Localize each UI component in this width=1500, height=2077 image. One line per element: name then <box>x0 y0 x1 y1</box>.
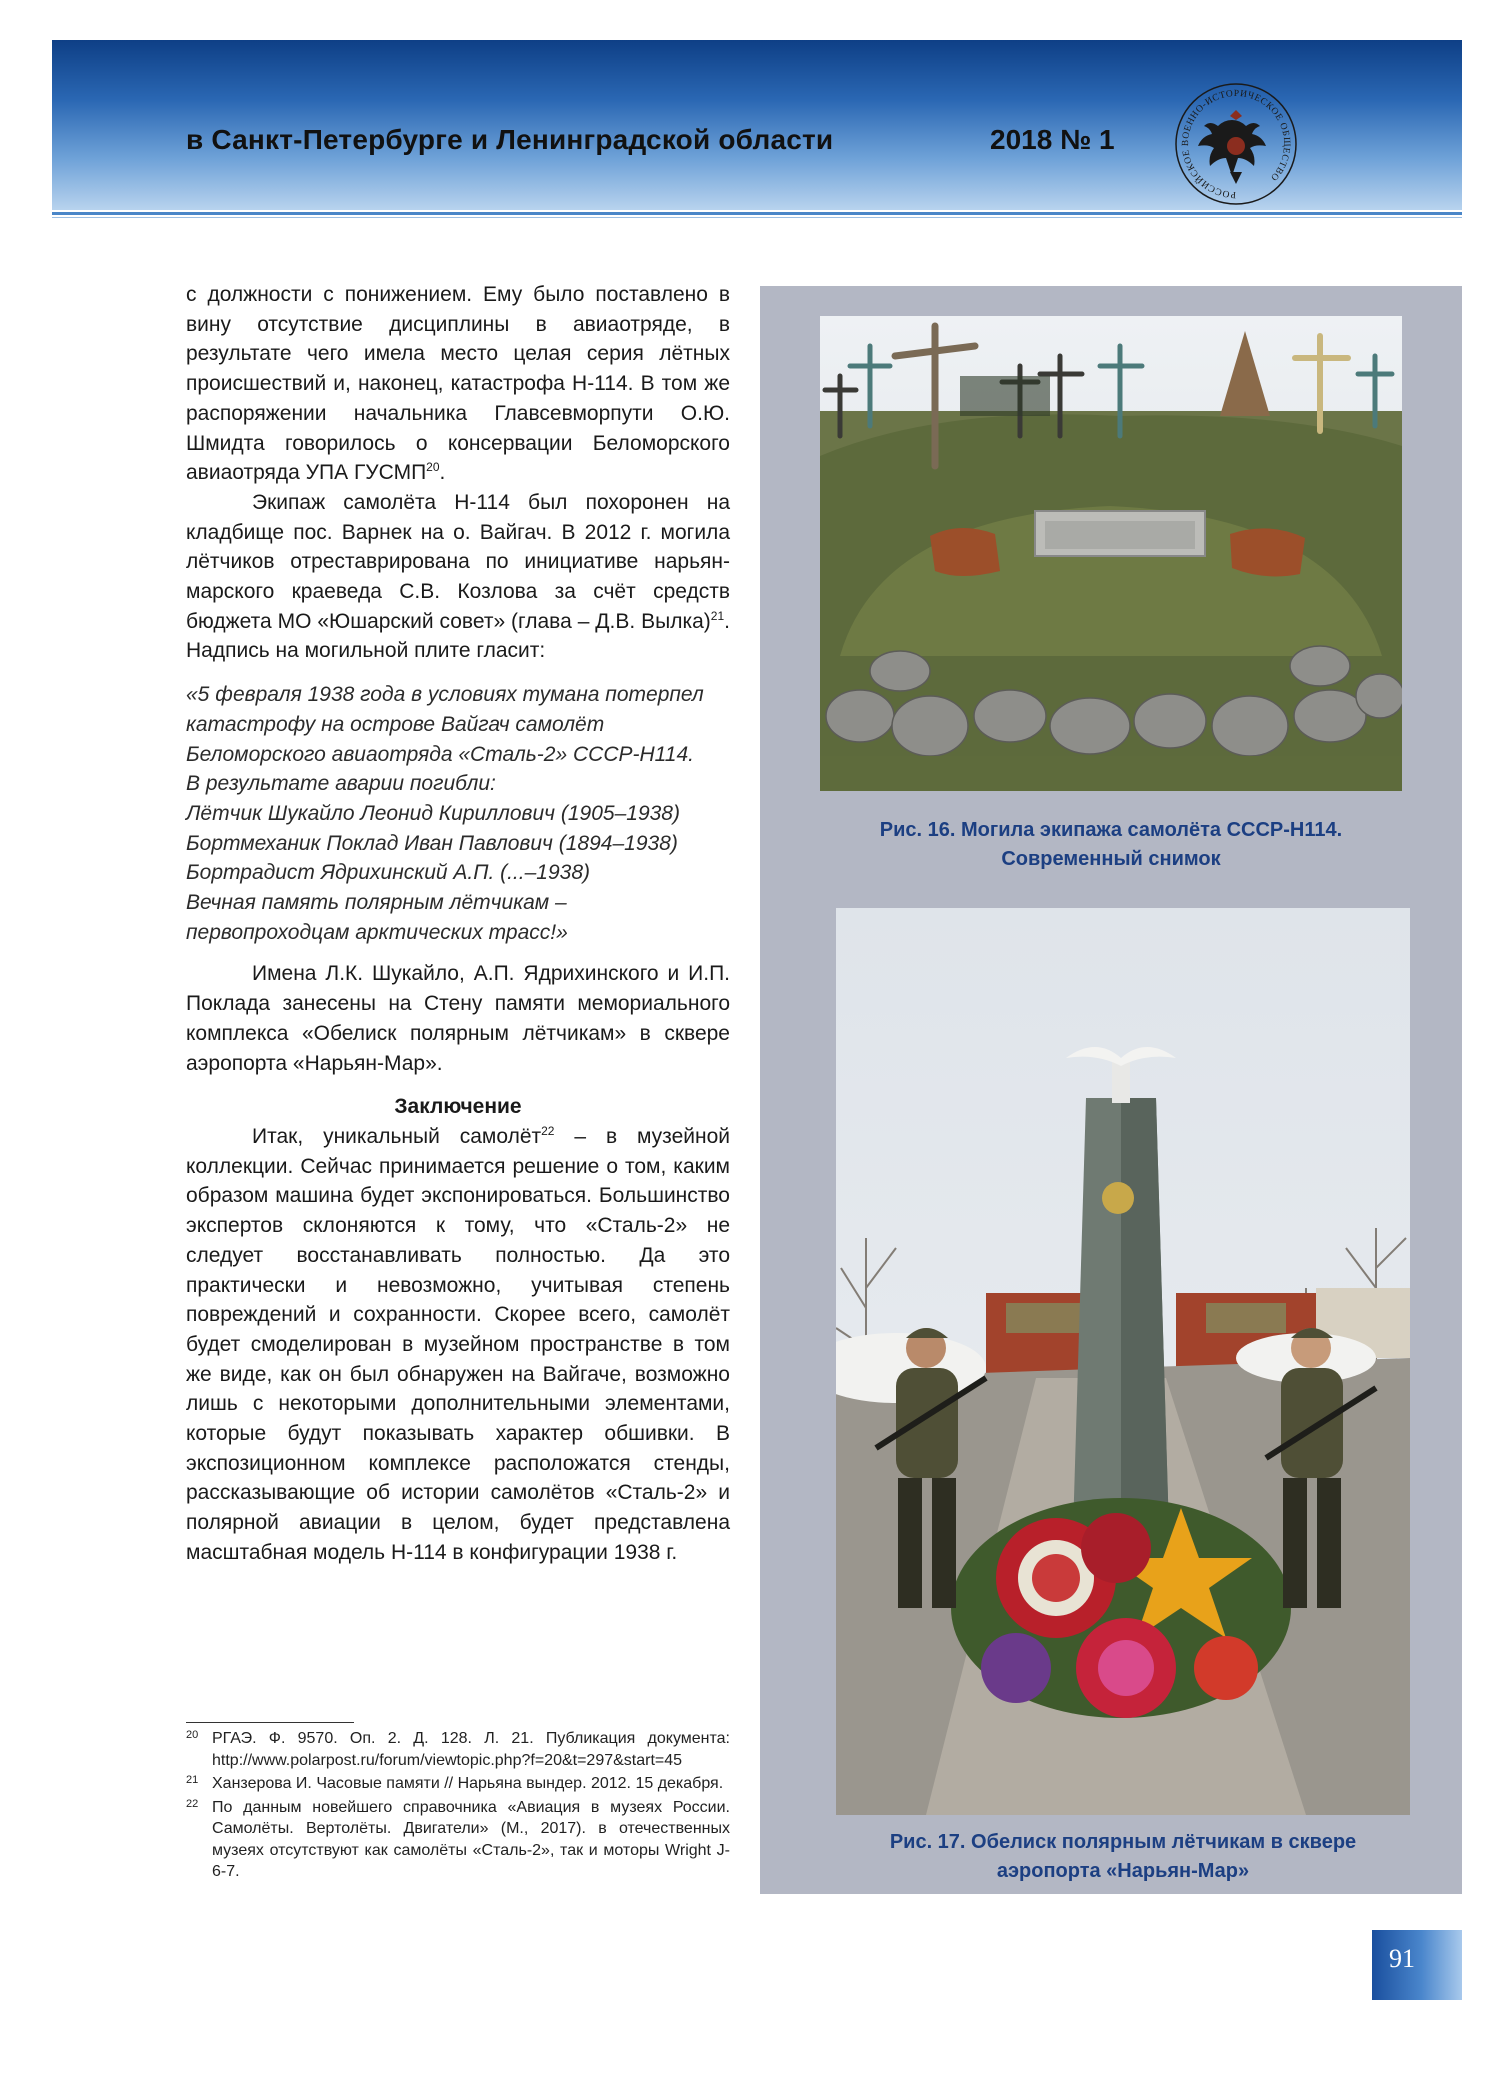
footnote-number: 21 <box>186 1774 199 1786</box>
journal-title: в Санкт-Петербурге и Ленинградской области <box>186 124 834 155</box>
footnote-number: 20 <box>186 1729 199 1741</box>
footnotes <box>186 1728 730 1885</box>
footnote-rule <box>186 1722 354 1723</box>
footnote-ref: 20 <box>426 460 440 475</box>
emblem-text: РОССИЙСКОЕ ВОЕННО-ИСТОРИЧЕСКОЕ ОБЩЕСТВО <box>1180 88 1292 200</box>
figure-caption <box>820 816 1402 874</box>
footnote-ref: 22 <box>541 1123 555 1138</box>
footnote <box>186 1773 730 1795</box>
footnote <box>186 1728 730 1771</box>
footnote-text: Ханзерова И. Часовые памяти // Нарьяна вындер. 2012. 15 декабря. <box>212 1775 724 1792</box>
epitaph-quote <box>186 680 730 947</box>
issue-number: 2018 № 1 <box>990 124 1115 155</box>
article-body <box>186 280 730 1568</box>
footnote-number: 22 <box>186 1797 199 1810</box>
caption-line: Рис. 16. Могила экипажа самолёта СССР-Н114. <box>879 819 1343 841</box>
quote-line: Бортмеханик Поклад Иван Павлович (1894–1938) <box>186 831 678 855</box>
paragraph: Имена Л.К. Шукайло, А.П. Ядрихинского и И.П. Поклада занесены на Стену памяти мемориального комплекса «Обелиск полярным лётчикам» в сквере аэропорта «Нарьян-Мар». <box>186 962 730 1075</box>
page-number: 91 <box>1389 1944 1415 1973</box>
caption-line: Рис. 17. Обелиск полярным лётчикам в сквере <box>889 1831 1357 1853</box>
footnote-text: РГАЭ. Ф. 9570. Оп. 2. Д. 128. Л. 21. Публикация документа: http://www.polarpost.ru/forum/viewtopic.php?f=20&t=297&start=45 <box>212 1730 730 1769</box>
header-rule <box>52 212 1462 215</box>
header-rule-thin <box>52 217 1462 218</box>
caption-line: Современный снимок <box>1001 848 1221 870</box>
obelisk-photo <box>836 908 1410 1815</box>
section-heading: Заключение <box>394 1095 522 1119</box>
quote-line: «5 февраля 1938 года в условиях тумана потерпел катастрофу на острове Вайгач самолёт Беломорского авиаотряда «Сталь-2» СССР-Н114. <box>186 683 704 766</box>
footnote <box>186 1797 730 1883</box>
society-emblem-icon <box>1166 80 1306 208</box>
quote-line: В результате аварии погибли: <box>186 772 496 796</box>
quote-line: Лётчик Шукайло Леонид Кириллович (1905–1938) <box>186 801 680 825</box>
paragraph: с должности с понижением. Ему было поставлено в вину отсутствие дисциплины в авиаотряде, в результате чего имела место целая серия лётных происшествий и, наконец, катастрофа Н-114. В том же распоряжении начальника Главсевморпути О.Ю. Шмидта говорилось о консервации Беломорского авиаотряда УПА ГУСМП$^{20}$. <box>186 283 730 485</box>
paragraph: Экипаж самолёта Н-114 был похоронен на кладбище пос. Варнек на о. Вайгач. В 2012 г. могила лётчиков отреставрирована по инициативе нарьян-марского краеведа С.В. Козлова за счёт средств бюджета МО «Юшарский совет» (глава – Д.В. Вылка)$^{21}$. Надпись на могильной плите гласит: <box>186 490 730 663</box>
quote-line: Бортрадист Ядрихинский А.П. (...–1938) <box>186 861 590 885</box>
footnote-ref: 21 <box>710 608 725 623</box>
paragraph: Итак, уникальный самолёт$^{22}$ – в музейной коллекции. Сейчас принимается решение о том, каким образом машина будет экспонироваться. Большинство экспертов склоняются к тому, что «Сталь-2» не следует восстанавливать полностью. Да это практически и невозможно, учитывая степень повреждений и сохранности. Скорее всего, самолёт будет смоделирован в музейном пространстве в том же виде, как он был обнаружен на Вайгаче, возможно лишь с некоторыми дополнительными элементами, которые будут показывать характер обшивки. В экспозиционном комплексе расположатся стенды, рассказывающие об истории самолётов «Сталь-2» и полярной авиации в целом, будет представлена масштабная модель Н-114 в конфигурации 1938 г. <box>186 1123 730 1564</box>
footnote-text: По данным новейшего справочника «Авиация в музеях России. Самолёты. Вертолёты. Двигатели» (М., 2017). в отечественных музеях отсутствуют как самолёты «Сталь-2», так и моторы Wright J-6-7. <box>212 1798 730 1880</box>
grave-photo <box>820 316 1402 791</box>
caption-line: аэропорта «Нарьян-Мар» <box>996 1860 1250 1882</box>
quote-line: Вечная память полярным лётчикам – первопроходцам арктических трасс!» <box>186 891 568 944</box>
figure-caption <box>836 1828 1410 1886</box>
